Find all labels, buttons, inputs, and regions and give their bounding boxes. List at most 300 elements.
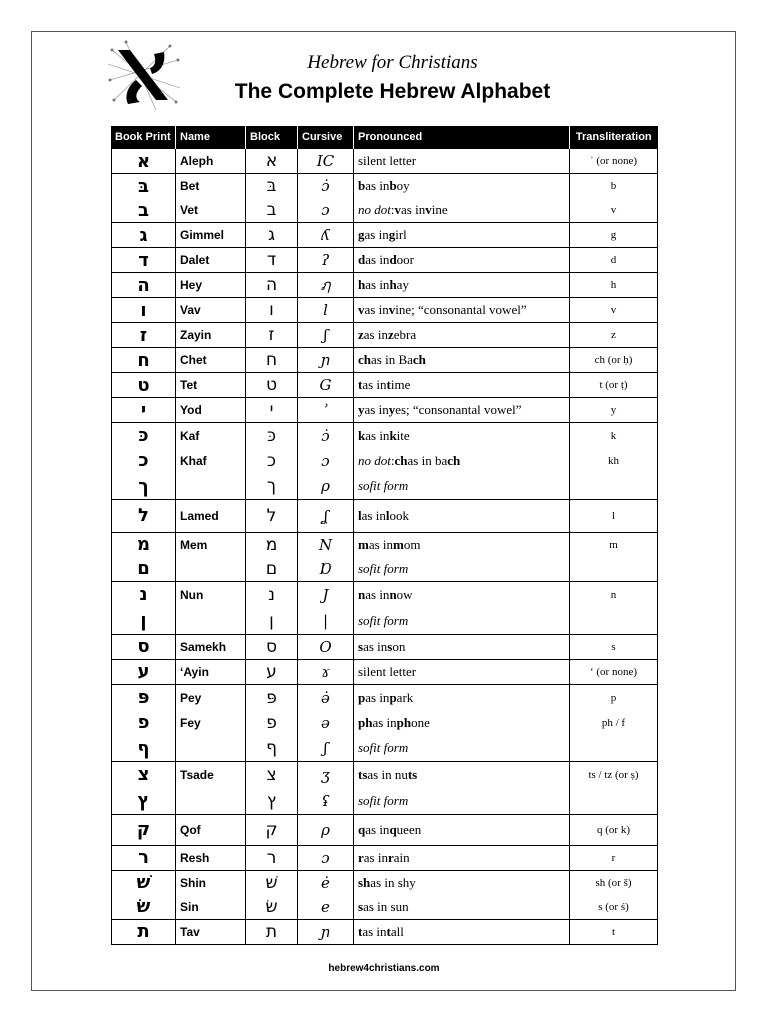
cursive-cell xyxy=(298,814,354,845)
book-print-letter: פּ xyxy=(137,687,150,709)
table-row xyxy=(112,499,658,532)
transliteration-text: m xyxy=(609,538,618,551)
cursive-letter: Ɒ xyxy=(319,559,332,578)
letter-name: Fey xyxy=(180,715,201,730)
letter-name: Gimmel xyxy=(180,228,225,242)
letter-name: ‘Ayin xyxy=(180,664,209,679)
letter-name: Dalet xyxy=(180,253,210,267)
pronunciation-segment: as in sun xyxy=(363,898,409,914)
book-print-cell xyxy=(112,659,176,684)
name-cell xyxy=(176,273,246,298)
pronunciation-bold: g xyxy=(358,227,365,242)
book-print-letter: ל xyxy=(138,505,149,527)
pronounced-cell xyxy=(354,373,570,398)
pronunciation-bold: s xyxy=(358,898,364,914)
letter-name: Vav xyxy=(180,303,201,317)
transliteration-text: kh xyxy=(608,454,619,467)
block-cell xyxy=(246,423,298,500)
letter-name: Shin xyxy=(180,875,206,890)
pronunciation-bold: l xyxy=(358,507,362,523)
transliteration-cell xyxy=(570,581,658,634)
pronunciation-text xyxy=(354,582,569,608)
pronunciation-text xyxy=(354,500,569,532)
book-print-cell xyxy=(112,348,176,373)
table-row xyxy=(112,149,658,174)
letter-name: Zayin xyxy=(180,328,212,342)
book-print-cell xyxy=(112,323,176,348)
letter-name: Yod xyxy=(180,403,202,417)
block-cell xyxy=(246,323,298,348)
pronunciation-bold: q xyxy=(389,821,397,837)
pronunciation-segment: as in ba xyxy=(407,452,448,468)
pronunciation-note: no dot xyxy=(358,452,391,468)
cursive-letter: IC xyxy=(316,152,335,170)
cursive-letter: ʆ xyxy=(323,506,328,525)
cursive-letter: ʔ xyxy=(321,251,330,269)
cursive-cell xyxy=(298,499,354,532)
pronunciation-segment: on xyxy=(392,638,406,654)
pronounced-cell xyxy=(354,870,570,919)
pronunciation-segment: : xyxy=(390,452,395,468)
pronunciation-bold: v xyxy=(358,302,365,317)
transliteration-text: z xyxy=(611,329,616,341)
block-letter: ר xyxy=(266,847,277,868)
pronounced-cell xyxy=(354,323,570,348)
transliteration-cell xyxy=(570,248,658,273)
letter-name: Lamed xyxy=(180,508,219,523)
book-print-cell xyxy=(112,248,176,273)
pronunciation-segment: silent letter xyxy=(358,663,417,679)
cursive-letter: ʎ xyxy=(321,226,330,244)
pronunciation-bold: p xyxy=(358,689,366,705)
table-row xyxy=(112,845,658,870)
block-cell xyxy=(246,348,298,373)
block-letter: ך xyxy=(266,476,277,497)
letter-name: Kaf xyxy=(180,428,200,443)
name-cell xyxy=(176,373,246,398)
transliteration-text: g xyxy=(610,229,617,241)
book-print-letter: בּ xyxy=(138,175,149,197)
name-cell xyxy=(176,845,246,870)
pronunciation-text xyxy=(354,846,569,870)
pronounced-cell xyxy=(354,223,570,248)
letter-name: Tsade xyxy=(180,767,214,782)
pronunciation-bold: v xyxy=(425,202,432,217)
name-cell xyxy=(176,581,246,634)
cursive-cell xyxy=(298,684,354,761)
pronunciation-segment: : xyxy=(390,202,395,217)
page-title: The Complete Hebrew Alphabet xyxy=(234,80,551,103)
transliteration-cell xyxy=(570,659,658,684)
cursive-letter: ʃ xyxy=(323,739,328,758)
transliteration-cell xyxy=(570,323,658,348)
transliteration-text xyxy=(570,608,657,634)
pronunciation-segment: ite xyxy=(396,427,410,443)
pronunciation-bold: b xyxy=(389,178,397,193)
book-print-letter: ב xyxy=(138,199,149,221)
letter-name: Samekh xyxy=(180,639,227,654)
block-letter: ד xyxy=(266,250,277,270)
block-letter: נ xyxy=(268,584,275,605)
transliteration-text: b xyxy=(610,180,617,192)
cursive-cell xyxy=(298,348,354,373)
cursive-cell xyxy=(298,373,354,398)
table-row xyxy=(112,248,658,273)
block-letter: ף xyxy=(266,738,277,759)
book-print-letter: ס xyxy=(137,636,150,658)
pronunciation-text xyxy=(354,736,569,761)
table-row xyxy=(112,223,658,248)
book-print-cell xyxy=(112,845,176,870)
transliteration-text xyxy=(570,788,657,814)
col-header-name: Name xyxy=(176,126,246,149)
book-print-cell xyxy=(112,223,176,248)
pronunciation-segment: ine; “consonantal vowel” xyxy=(395,302,527,317)
transliteration-text: r xyxy=(611,851,616,864)
pronunciation-segment: as in xyxy=(362,923,387,939)
cursive-cell xyxy=(298,298,354,323)
cursive-letter: l xyxy=(323,301,328,319)
pronunciation-bold: z xyxy=(387,327,394,342)
pronunciation-segment: ay xyxy=(396,277,409,292)
block-letter: שׂ xyxy=(265,896,278,917)
book-print-letter: ג xyxy=(139,224,148,246)
block-cell xyxy=(246,684,298,761)
table-row xyxy=(112,634,658,659)
cursive-letter: | xyxy=(322,611,329,630)
block-letter: ה xyxy=(265,275,278,295)
pronunciation-bold: ph xyxy=(396,714,412,730)
pronounced-cell xyxy=(354,814,570,845)
name-cell xyxy=(176,298,246,323)
pronunciation-bold: b xyxy=(358,178,366,193)
pronunciation-text xyxy=(354,871,569,895)
transliteration-cell xyxy=(570,373,658,398)
pronunciation-bold: ts xyxy=(407,766,418,782)
pronunciation-text xyxy=(354,685,569,710)
pronunciation-segment: as in xyxy=(364,302,389,317)
book-print-letter: מ xyxy=(136,534,151,556)
footer-site: hebrew4christians.com xyxy=(328,963,440,974)
block-cell xyxy=(246,499,298,532)
pronunciation-bold: r xyxy=(387,849,394,865)
cursive-letter: ɔ̇ xyxy=(321,177,330,195)
block-letter: שׁ xyxy=(265,872,278,893)
pronunciation-segment: ow xyxy=(396,586,413,602)
block-letter: ץ xyxy=(266,790,277,811)
cursive-cell xyxy=(298,273,354,298)
pronunciation-bold: ch xyxy=(394,452,408,468)
block-letter: ל xyxy=(266,505,277,526)
pronunciation-bold: q xyxy=(358,821,366,837)
pronunciation-segment: ain xyxy=(393,849,410,865)
pronunciation-bold: r xyxy=(358,849,364,865)
pronunciation-segment: as in Ba xyxy=(371,352,413,367)
pronounced-cell xyxy=(354,174,570,223)
book-print-letter: ד xyxy=(138,249,149,271)
block-letter: צ xyxy=(266,764,277,785)
pronunciation-text xyxy=(354,398,569,422)
pronunciation-segment: as in xyxy=(363,327,388,342)
name-cell xyxy=(176,919,246,944)
pronunciation-text xyxy=(354,895,569,919)
block-letter: כּ xyxy=(267,425,276,446)
letter-name: Qof xyxy=(180,822,201,837)
block-letter: ט xyxy=(265,375,278,395)
cursive-letter: ɤ xyxy=(321,662,330,681)
cursive-cell xyxy=(298,870,354,919)
block-letter: ז xyxy=(268,325,275,345)
block-cell xyxy=(246,581,298,634)
transliteration-text: ph / f xyxy=(601,716,626,729)
block-letter: א xyxy=(265,151,278,171)
pronunciation-bold: t xyxy=(358,923,363,939)
table-header-row xyxy=(112,126,658,149)
cursive-cell xyxy=(298,659,354,684)
cursive-letter: N xyxy=(318,535,333,554)
pronunciation-text xyxy=(354,323,569,347)
table-row xyxy=(112,870,658,919)
block-cell xyxy=(246,814,298,845)
pronounced-cell xyxy=(354,298,570,323)
transliteration-text: t (or ṭ) xyxy=(599,379,628,391)
transliteration-text: s xyxy=(611,640,616,653)
transliteration-cell xyxy=(570,298,658,323)
cursive-cell xyxy=(298,398,354,423)
transliteration-cell xyxy=(570,845,658,870)
book-print-cell xyxy=(112,634,176,659)
book-print-cell xyxy=(112,174,176,223)
letter-name: Tav xyxy=(180,924,200,939)
book-print-cell xyxy=(112,581,176,634)
pronunciation-segment: as in xyxy=(363,638,388,654)
transliteration-text: v xyxy=(610,304,617,316)
transliteration-cell xyxy=(570,423,658,500)
cursive-letter: ρ xyxy=(321,477,330,496)
pronunciation-bold: s xyxy=(387,638,393,654)
book-print-letter: ק xyxy=(136,819,151,841)
pronunciation-bold: z xyxy=(358,327,364,342)
transliteration-text xyxy=(570,557,657,581)
cursive-letter: ɔ xyxy=(321,848,330,867)
pronounced-cell xyxy=(354,499,570,532)
pronunciation-segment: as in xyxy=(365,252,390,267)
pronunciation-segment: oor xyxy=(396,252,415,267)
transliteration-text: ts / tz (or ṣ) xyxy=(588,768,639,781)
pronunciation-text xyxy=(354,557,569,581)
pronunciation-text xyxy=(354,762,569,788)
pronounced-cell xyxy=(354,659,570,684)
pronunciation-segment: irl xyxy=(395,227,407,242)
letter-name xyxy=(176,557,245,581)
transliteration-text xyxy=(570,736,657,761)
subtitle: Hebrew for Christians xyxy=(307,52,478,73)
cursive-letter: ɔ xyxy=(321,201,330,219)
block-cell xyxy=(246,532,298,581)
cursive-cell xyxy=(298,423,354,500)
transliteration-text: ʾ (or none) xyxy=(589,155,638,167)
pronunciation-bold: s xyxy=(358,638,364,654)
cursive-letter: ɲ xyxy=(320,351,331,369)
cursive-letter: ʒ xyxy=(321,765,330,784)
letter-name: Chet xyxy=(180,353,207,367)
book-print-letter: כּ xyxy=(138,425,149,447)
col-header-transliteration: Transliteration xyxy=(570,126,658,149)
pronunciation-text xyxy=(354,533,569,557)
transliteration-cell xyxy=(570,499,658,532)
transliteration-text: k xyxy=(610,429,617,442)
col-header-cursive: Cursive xyxy=(298,126,354,149)
transliteration-cell xyxy=(570,348,658,373)
pronounced-cell xyxy=(354,248,570,273)
pronounced-cell xyxy=(354,634,570,659)
pronunciation-bold: g xyxy=(388,227,396,242)
book-print-letter: ר xyxy=(138,847,149,869)
block-cell xyxy=(246,398,298,423)
table-row xyxy=(112,273,658,298)
pronunciation-segment: as in xyxy=(364,227,389,242)
transliteration-text: v xyxy=(610,204,617,216)
letter-name: Vet xyxy=(180,203,199,217)
pronunciation-segment: as in xyxy=(361,507,386,523)
transliteration-cell xyxy=(570,532,658,581)
block-letter: בּ xyxy=(266,176,277,196)
pronounced-cell xyxy=(354,273,570,298)
cursive-letter: ә̇ xyxy=(321,688,330,707)
pronunciation-segment: ook xyxy=(389,507,409,523)
pronounced-cell xyxy=(354,581,570,634)
book-print-cell xyxy=(112,499,176,532)
block-letter: ק xyxy=(265,819,278,840)
book-print-letter: ת xyxy=(137,921,150,943)
pronunciation-text xyxy=(354,223,569,247)
pronunciation-segment: ueen xyxy=(396,821,422,837)
pronunciation-bold: d xyxy=(389,252,397,267)
transliteration-cell xyxy=(570,919,658,944)
cursive-cell xyxy=(298,149,354,174)
table-row xyxy=(112,919,658,944)
block-cell xyxy=(246,273,298,298)
cursive-letter: ė xyxy=(321,873,330,892)
name-cell xyxy=(176,634,246,659)
letter-name: Tet xyxy=(180,378,198,392)
block-cell xyxy=(246,248,298,273)
pronunciation-bold: sh xyxy=(358,874,371,890)
pronunciation-bold: k xyxy=(389,427,397,443)
book-print-cell xyxy=(112,273,176,298)
cursive-letter: J xyxy=(322,585,329,604)
letter-name: Khaf xyxy=(180,453,207,468)
name-cell xyxy=(176,149,246,174)
pronunciation-bold: ch xyxy=(358,352,371,367)
pronunciation-text xyxy=(354,635,569,659)
letter-name: Aleph xyxy=(180,154,214,168)
book-print-letter: ץ xyxy=(137,790,150,812)
pronunciation-text xyxy=(354,474,569,499)
pronunciation-bold: ts xyxy=(358,766,368,782)
transliteration-cell xyxy=(570,273,658,298)
cursive-letter: ɔ̇ xyxy=(321,426,330,445)
pronounced-cell xyxy=(354,919,570,944)
book-print-letter: ם xyxy=(137,558,150,580)
cursive-letter: ɔ xyxy=(321,451,330,470)
name-cell xyxy=(176,761,246,814)
table-row xyxy=(112,532,658,581)
cursive-letter: ɲ xyxy=(320,922,331,941)
transliteration-text: h xyxy=(610,279,617,291)
aleph-logo-icon xyxy=(106,40,182,112)
letter-name: Resh xyxy=(180,850,210,865)
transliteration-text: ‘ (or none) xyxy=(589,665,638,678)
name-cell xyxy=(176,532,246,581)
book-print-cell xyxy=(112,373,176,398)
block-cell xyxy=(246,870,298,919)
block-letter: ן xyxy=(269,610,274,631)
book-print-letter: י xyxy=(140,399,147,421)
pronunciation-text xyxy=(354,373,569,397)
pronunciation-segment: all xyxy=(390,923,404,939)
letter-name: Sin xyxy=(180,899,199,914)
table-row xyxy=(112,298,658,323)
name-cell xyxy=(176,684,246,761)
book-print-letter: ן xyxy=(140,610,147,632)
book-print-cell xyxy=(112,423,176,500)
pronunciation-note: sofit form xyxy=(358,792,409,808)
book-print-cell xyxy=(112,814,176,845)
name-cell xyxy=(176,659,246,684)
transliteration-text: t xyxy=(611,925,616,938)
cursive-cell xyxy=(298,845,354,870)
pronunciation-segment: as in xyxy=(362,377,387,392)
book-print-letter: ט xyxy=(137,374,150,396)
table-row xyxy=(112,581,658,634)
transliteration-text: y xyxy=(610,404,617,416)
name-cell xyxy=(176,174,246,223)
pronunciation-note: sofit form xyxy=(358,612,409,628)
letter-name: Bet xyxy=(180,179,200,193)
pronounced-cell xyxy=(354,423,570,500)
pronunciation-bold: ch xyxy=(412,352,426,367)
pronounced-cell xyxy=(354,845,570,870)
book-print-cell xyxy=(112,761,176,814)
pronunciation-segment: ark xyxy=(396,689,414,705)
name-cell xyxy=(176,248,246,273)
cursive-letter: O xyxy=(319,637,332,656)
pronunciation-bold: m xyxy=(393,536,404,552)
block-letter: פ xyxy=(266,712,277,733)
book-print-letter: ע xyxy=(137,661,150,683)
book-print-cell xyxy=(112,870,176,919)
letter-name: Mem xyxy=(180,537,208,552)
pronunciation-note: sofit form xyxy=(358,560,409,576)
name-cell xyxy=(176,398,246,423)
pronunciation-bold: l xyxy=(385,507,390,523)
block-letter: ב xyxy=(266,200,277,220)
block-cell xyxy=(246,845,298,870)
block-cell xyxy=(246,223,298,248)
cursive-letter: ʢ xyxy=(321,791,330,810)
name-cell xyxy=(176,348,246,373)
letter-name xyxy=(176,474,245,499)
book-print-letter: שׁ xyxy=(136,872,151,894)
letter-name: Hey xyxy=(180,278,203,292)
cursive-cell xyxy=(298,581,354,634)
block-letter: ם xyxy=(265,558,278,579)
pronunciation-note: sofit form xyxy=(358,740,409,756)
transliteration-text: l xyxy=(611,509,616,522)
pronunciation-bold: v xyxy=(388,302,396,317)
cursive-cell xyxy=(298,919,354,944)
